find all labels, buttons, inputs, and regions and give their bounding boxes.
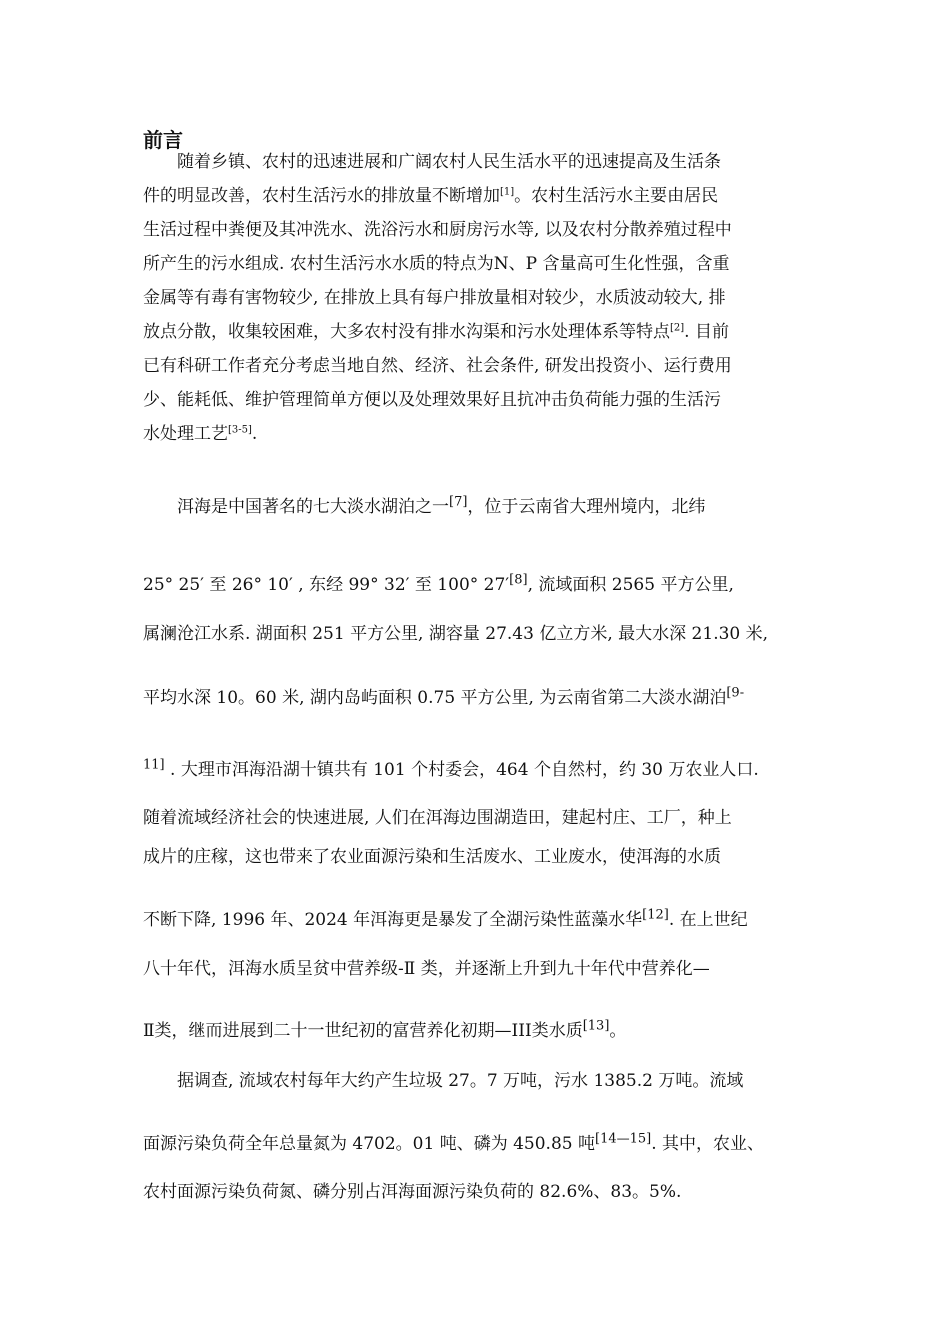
text-span: . — [251, 424, 258, 444]
text-line — [143, 572, 734, 595]
citation-ref: [9- — [726, 685, 745, 701]
text-span: 25° 25′ 至 26° 10′ , 东经 99° 32′ 至 100° 27′ — [143, 575, 510, 595]
text-line: 所产生的污水组成. 农村生活污水水质的特点为N、P 含量高可生化性强，含重 — [143, 254, 730, 274]
text-line — [143, 424, 257, 444]
citation-ref: [12] — [642, 907, 669, 923]
text-line: 成片的庄稼，这也带来了农业面源污染和生活废水、工业废水，使洱海的水质 — [143, 847, 721, 867]
text-line: 属澜沧江水系. 湖面积 251 平方公里, 湖容量 27.43 亿立方米, 最大水深 21.30 米, — [143, 624, 769, 644]
text-line — [143, 757, 759, 780]
text-span: . 目前 — [684, 322, 729, 342]
text-line — [143, 907, 748, 930]
text-span: 平均水深 10。60 米, 湖内岛屿面积 0.75 平方公里, 为云南省第二大淡水湖泊 — [143, 688, 727, 708]
citation-ref: [8] — [509, 572, 528, 588]
text-span: ，位于云南省大理州境内，北纬 — [467, 497, 706, 517]
text-span: . 在上世纪 — [668, 910, 748, 930]
text-span: . 其中，农业、 — [651, 1134, 765, 1154]
text-span: 水处理工艺 — [143, 424, 228, 444]
citation-ref: [7] — [449, 494, 468, 510]
citation-ref: [3-5] — [228, 424, 252, 436]
text-span: Ⅱ类，继而进展到二十一世纪初的富营养化初期—III类水质 — [143, 1021, 583, 1041]
text-span: 。农村生活污水主要由居民 — [514, 186, 719, 206]
text-span: , 流域面积 2565 平方公里, — [527, 575, 734, 595]
citation-ref: 11] — [143, 757, 165, 773]
text-line: 金属等有毒有害物较少, 在排放上具有每户排放量相对较少，水质波动较大, 排 — [143, 288, 726, 308]
text-line: 八十年代，洱海水质呈贫中营养级-Ⅱ 类，并逐渐上升到九十年代中营养化— — [143, 959, 710, 979]
text-line: 已有科研工作者充分考虑当地自然、经济、社会条件, 研发出投资小、运行费用 — [143, 356, 732, 376]
text-line — [143, 1018, 627, 1041]
text-line: 据调查, 流域农村每年大约产生垃圾 27。7 万吨，污水 1385.2 万吨。流域 — [177, 1071, 744, 1091]
text-line — [143, 1131, 765, 1154]
text-line: 少、能耗低、维护管理简单方便以及处理效果好且抗冲击负荷能力强的生活污 — [143, 390, 721, 410]
text-line: 随着流域经济社会的快速进展, 人们在洱海边围湖造田，建起村庄、工厂，种上 — [143, 808, 732, 828]
text-line: 生活过程中粪便及其冲洗水、洗浴污水和厨房污水等, 以及农村分散养殖过程中 — [143, 220, 732, 240]
text-line — [143, 685, 745, 708]
section-heading: 前言 — [143, 128, 183, 152]
text-span: 。 — [609, 1021, 627, 1041]
text-span: 面源污染负荷全年总量氮为 4702。01 吨、磷为 450.85 吨 — [143, 1134, 595, 1154]
citation-ref: [2] — [670, 322, 685, 334]
text-span: 放点分散，收集较困难，大多农村没有排水沟渠和污水处理体系等特点 — [143, 322, 670, 342]
citation-ref: [1] — [500, 186, 515, 198]
text-span: 件的明显改善，农村生活污水的排放量不断增加 — [143, 186, 500, 206]
text-span: . 大理市洱海沿湖十镇共有 101 个村委会，464 个自然村，约 30 万农业人口. — [170, 760, 759, 780]
text-line: 农村面源污染负荷氮、磷分别占洱海面源污染负荷的 82.6%、83。5%. — [143, 1182, 682, 1202]
text-span: 洱海是中国著名的七大淡水湖泊之一 — [177, 497, 449, 517]
text-line — [143, 186, 718, 206]
citation-ref: [13] — [582, 1018, 610, 1034]
citation-ref: [14—15] — [595, 1131, 652, 1147]
text-line: 随着乡镇、农村的迅速进展和广阔农村人民生活水平的迅速提高及生活条 — [177, 152, 721, 172]
text-span: 不断下降, 1996 年、2024 年洱海更是暴发了全湖污染性蓝藻水华 — [143, 910, 643, 930]
text-line — [177, 494, 706, 517]
text-line — [143, 322, 729, 342]
